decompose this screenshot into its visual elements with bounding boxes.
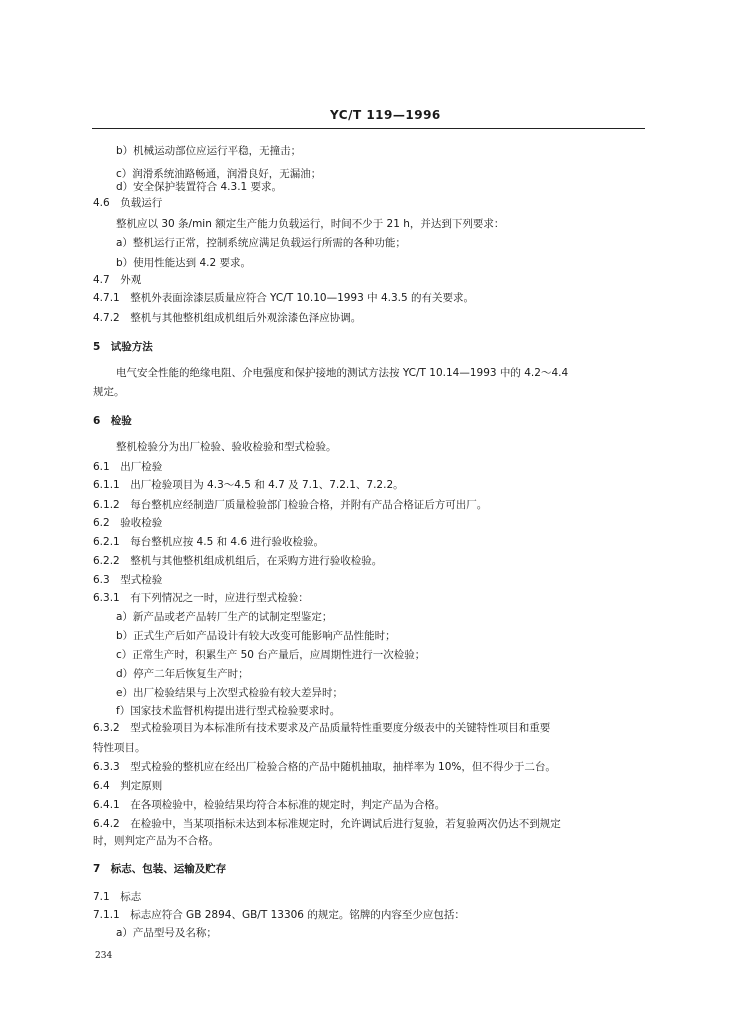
section-heading-6-4: 6.4 判定原则 (93, 780, 163, 792)
clause-6-4-2-cont: 时，则判定产品为不合格。 (93, 835, 219, 847)
clause-6-2-2: 6.2.2 整机与其他整机组成机组后，在采购方进行验收检验。 (93, 555, 383, 567)
section-heading-4-7: 4.7 外观 (93, 274, 142, 286)
section-heading-6: 6 检验 (93, 415, 132, 427)
paragraph-load-run: 整机应以 30 条/min 额定生产能力负载运行，时间不少于 21 h，并达到下列要求： (116, 218, 505, 230)
list-item-b-design-change: b）正式生产后如产品设计有较大改变可能影响产品性能时； (116, 630, 396, 642)
list-item-b-performance: b）使用性能达到 4.2 要求。 (116, 257, 252, 269)
clause-6-3-1: 6.3.1 有下列情况之一时，应进行型式检验： (93, 592, 309, 604)
section-heading-6-3: 6.3 型式检验 (93, 574, 163, 586)
section-heading-7-1: 7.1 标志 (93, 891, 142, 903)
clause-6-4-2: 6.4.2 在检验中，当某项指标未达到本标准规定时，允许调试后进行复验，若复验两次仍达不到规定 (93, 818, 561, 830)
list-item-d-safety: d）安全保护装置符合 4.3.1 要求。 (116, 181, 283, 193)
list-item-a-normal-run: a）整机运行正常，控制系统应满足负载运行所需的各种功能； (116, 237, 406, 249)
clause-4-7-1: 4.7.1 整机外表面涂漆层质量应符合 YC/T 10.10—1993 中 4.3.5 的有关要求。 (93, 292, 475, 304)
paragraph-test-method-cont: 规定。 (93, 386, 125, 398)
clause-6-3-2: 6.3.2 型式检验项目为本标准所有技术要求及产品质量特性重要度分级表中的关键特性项目和重要 (93, 722, 551, 734)
list-item-c-lubrication: c）润滑系统油路畅通，润滑良好，无漏油； (116, 168, 322, 180)
clause-6-4-1: 6.4.1 在各项检验中，检验结果均符合本标准的规定时，判定产品为合格。 (93, 799, 446, 811)
section-heading-7: 7 标志、包装、运输及贮存 (93, 863, 227, 875)
list-item-c-periodic: c）正常生产时，积累生产 50 台产量后，应周期性进行一次检验； (116, 649, 426, 661)
list-item-b-run-smooth: b）机械运动部位应运行平稳，无撞击； (116, 145, 302, 157)
document-header: YC/T 119—1996 (330, 108, 441, 122)
clause-4-7-2: 4.7.2 整机与其他整机组成机组后外观涂漆色泽应协调。 (93, 312, 362, 324)
list-item-a-model-name: a）产品型号及名称； (116, 927, 217, 939)
clause-6-3-3: 6.3.3 型式检验的整机应在经出厂检验合格的产品中随机抽取，抽样率为 10%，但不得少于二台。 (93, 761, 556, 773)
section-heading-6-2: 6.2 验收检验 (93, 517, 163, 529)
clause-6-3-2-cont: 特性项目。 (93, 742, 146, 754)
paragraph-inspection-types: 整机检验分为出厂检验、验收检验和型式检验。 (116, 441, 337, 453)
list-item-f-authority: f）国家技术监督机构提出进行型式检验要求时。 (116, 705, 341, 717)
section-heading-5: 5 试验方法 (93, 341, 153, 353)
clause-6-1-1: 6.1.1 出厂检验项目为 4.3～4.5 和 4.7 及 7.1、7.2.1、7.2.2。 (93, 479, 404, 491)
section-heading-4-6: 4.6 负载运行 (93, 197, 163, 209)
list-item-a-new-product: a）新产品或老产品转厂生产的试制定型鉴定； (116, 611, 333, 623)
paragraph-test-method: 电气安全性能的绝缘电阻、介电强度和保护接地的测试方法按 YC/T 10.14—1993 中的 4.2～4.4 (116, 367, 569, 379)
section-heading-6-1: 6.1 出厂检验 (93, 461, 163, 473)
list-item-e-difference: e）出厂检验结果与上次型式检验有较大差异时； (116, 687, 343, 699)
clause-6-2-1: 6.2.1 每台整机应按 4.5 和 4.6 进行验收检验。 (93, 536, 324, 548)
clause-7-1-1: 7.1.1 标志应符合 GB 2894、GB/T 13306 的规定。铭牌的内容至少应包括： (93, 909, 465, 921)
page-number: 234 (95, 951, 113, 961)
header-rule (92, 128, 645, 129)
clause-6-1-2: 6.1.2 每台整机应经制造厂质量检验部门检验合格，并附有产品合格证后方可出厂。 (93, 499, 488, 511)
list-item-d-resume: d）停产二年后恢复生产时； (116, 668, 249, 680)
